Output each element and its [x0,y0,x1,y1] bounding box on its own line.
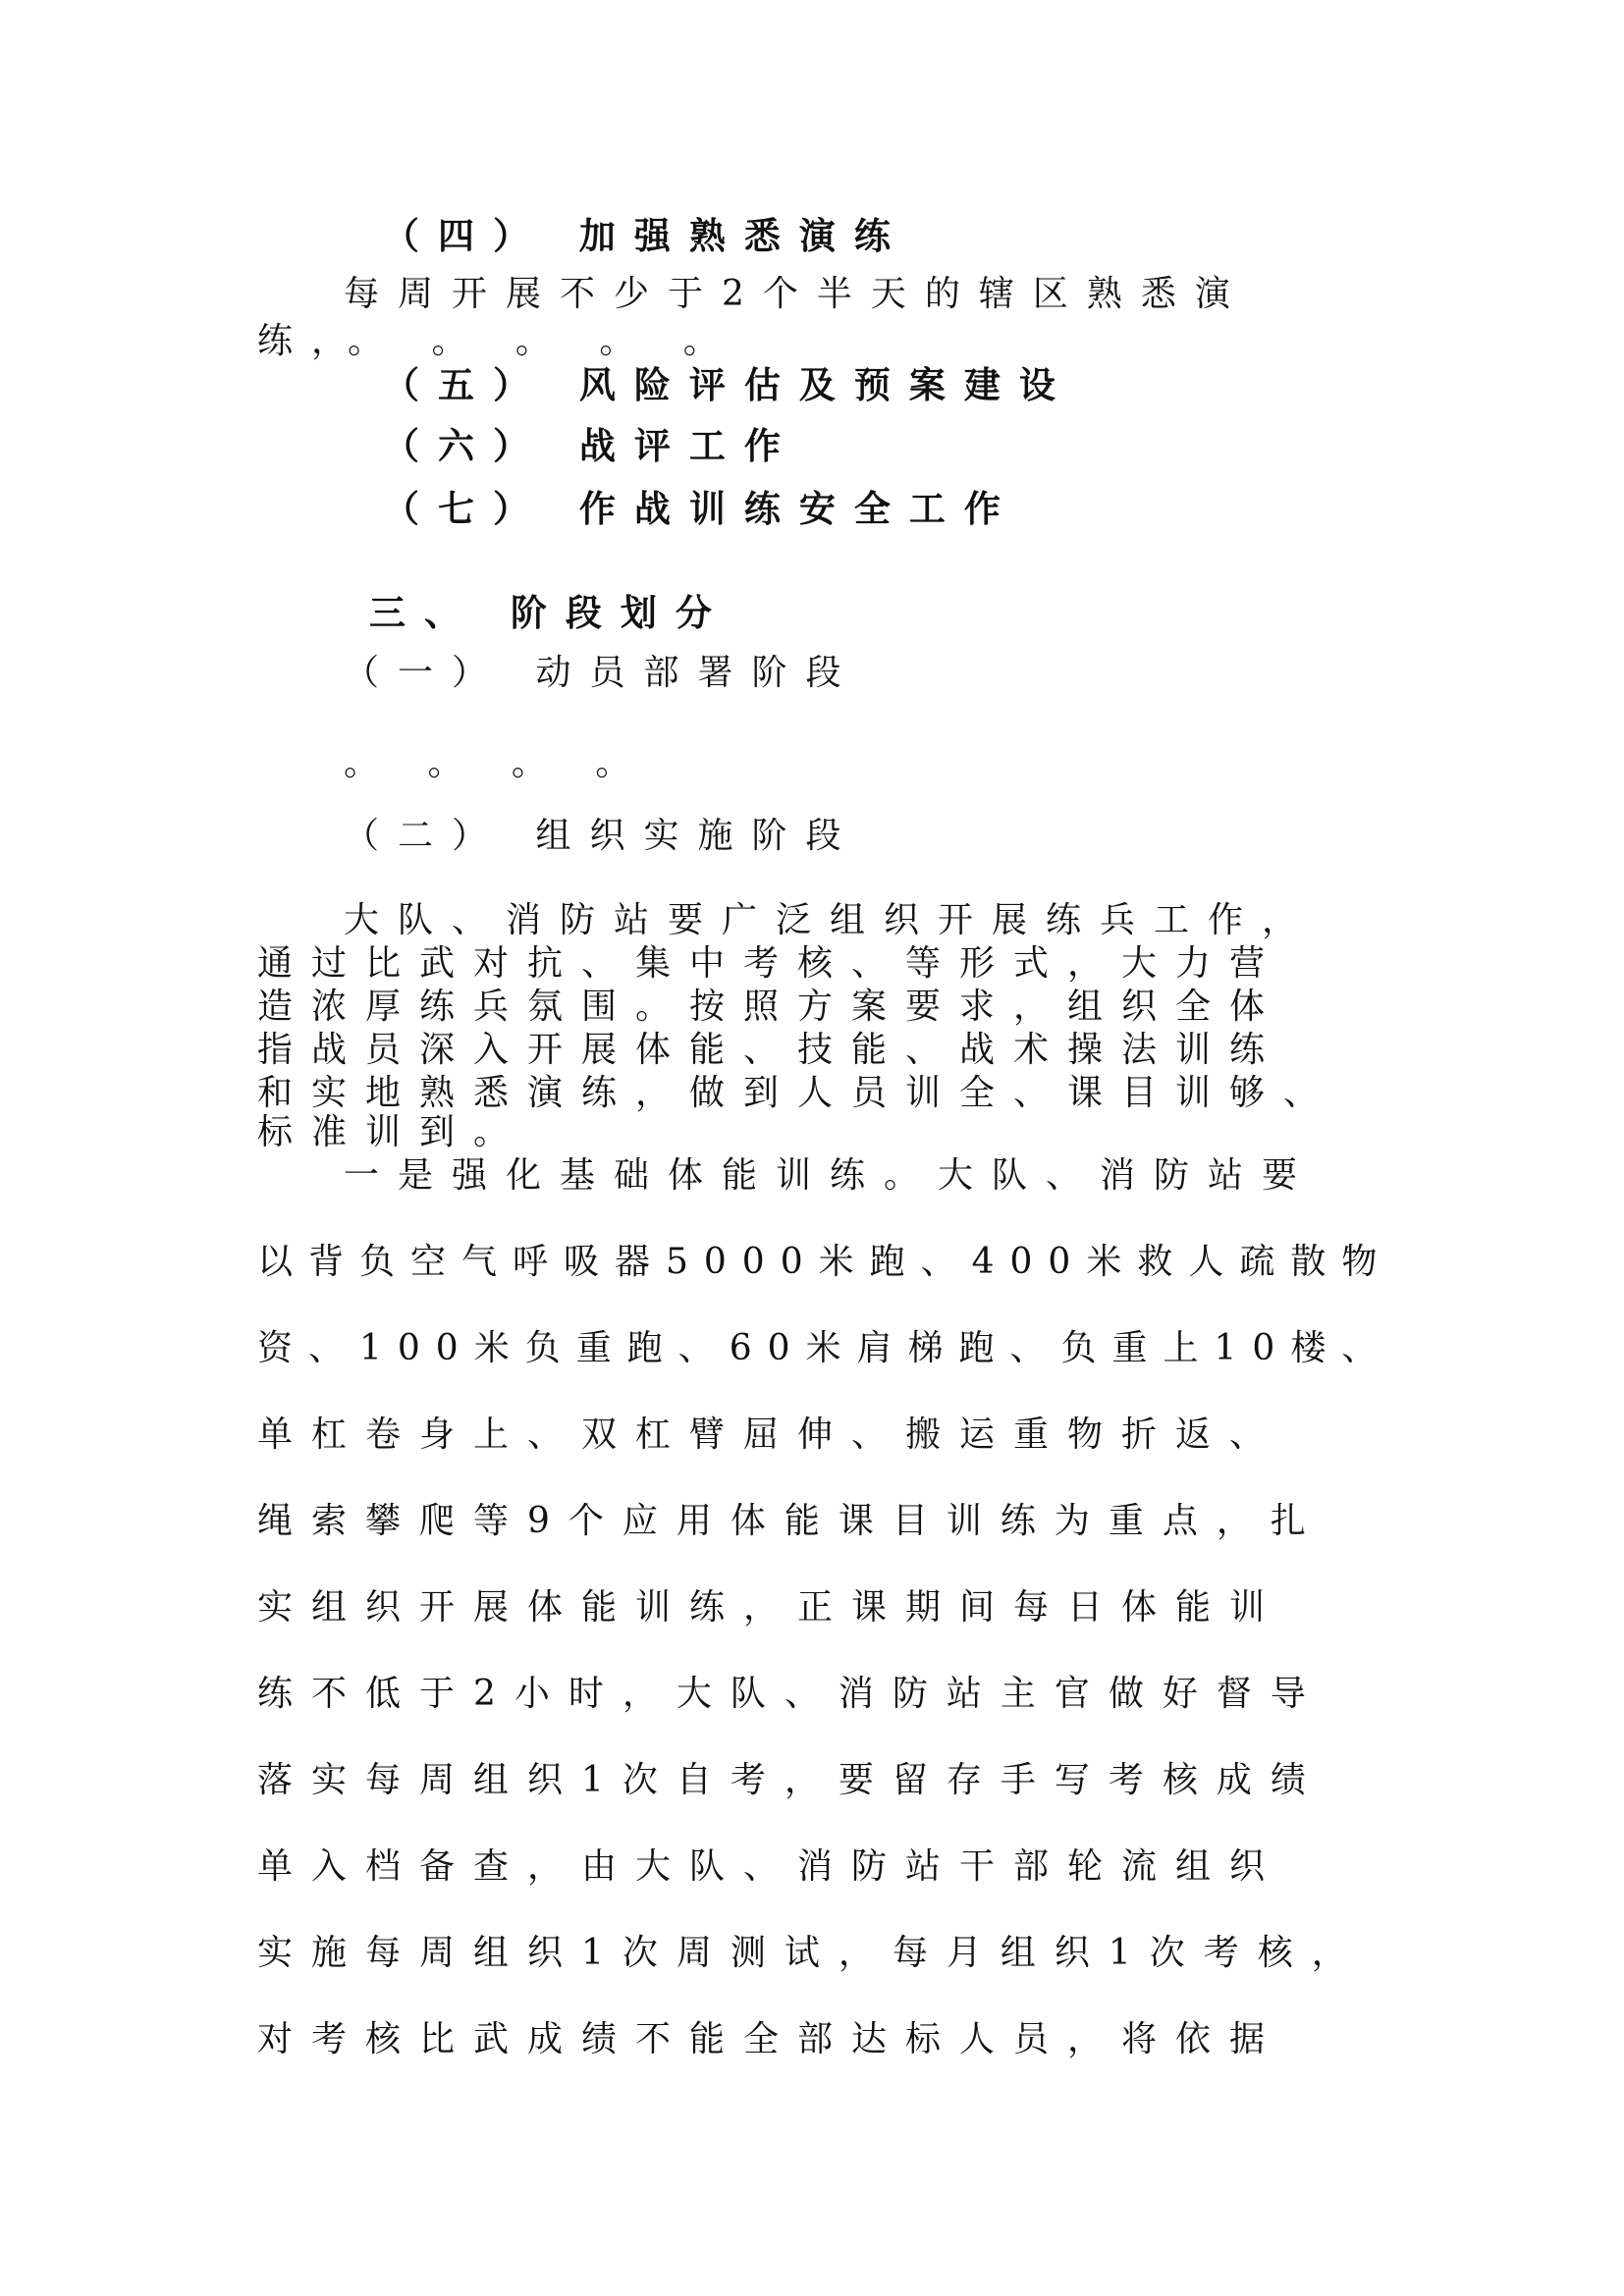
phase1-dots: 。 。 。 。 [344,743,650,783]
item1-para-line: 单入档备查，由大队、消防站干部轮流组织 [257,1846,1284,1887]
item1-para-line: 实施每周组织1次周测试，每月组织1次考核， [257,1933,1366,1973]
phase2-para-line: 造浓厚练兵氛围。按照方案要求，组织全体 [257,987,1284,1027]
section5-heading: （五） 风险评估及预案建设 [383,363,1074,406]
item1-para-line: 实组织开展体能训练，正课期间每日体能训 [257,1587,1284,1628]
phase2-para-line: 通过比武对抗、集中考核、等形式，大力营 [257,943,1284,984]
item1-para-line: 绳索攀爬等9个应用体能课目训练为重点，扎 [257,1501,1325,1541]
section6-heading: （六） 战评工作 [383,424,799,467]
phase2-heading: （二） 组织实施阶段 [344,816,860,856]
item1-para-line: 对考核比武成绩不能全部达标人员，将依据 [257,2019,1284,2059]
item1-para-line: 以背负空气呼吸器5000米跑、400米救人疏散物 [257,1242,1393,1282]
item1-para-line: 落实每周组织1次自考，要留存手写考核成绩 [257,1760,1325,1800]
phase1-heading: （一） 动员部署阶段 [344,653,860,693]
section4-para-line2: 练，。 。 。 。 。 [257,321,737,361]
phase2-para-line: 标准训到。 [257,1112,528,1152]
phase2-para-line: 和实地熟悉演练，做到人员训全、课目训够、 [257,1073,1338,1113]
item1-para-line: 一是强化基础体能训练。大队、消防站要 [344,1155,1317,1196]
section4-heading: （四） 加强熟悉演练 [383,214,909,257]
item1-para-line: 单杠卷身上、双杠臂屈伸、搬运重物折返、 [257,1415,1284,1455]
item1-para-line: 资、100米负重跑、60米肩梯跑、负重上10楼、 [257,1328,1393,1368]
phase2-para-line: 指战员深入开展体能、技能、战术操法训练 [257,1030,1284,1070]
section7-heading: （七） 作战训练安全工作 [383,487,1019,530]
section4-para-line1: 每周开展不少于2个半天的辖区熟悉演 [344,274,1249,314]
part3-heading: 三、 阶段划分 [369,591,731,634]
phase2-para-line: 大队、消防站要广泛组织开展练兵工作， [344,900,1317,940]
item1-para-line: 练不低于2小时，大队、消防站主官做好督导 [257,1674,1325,1714]
